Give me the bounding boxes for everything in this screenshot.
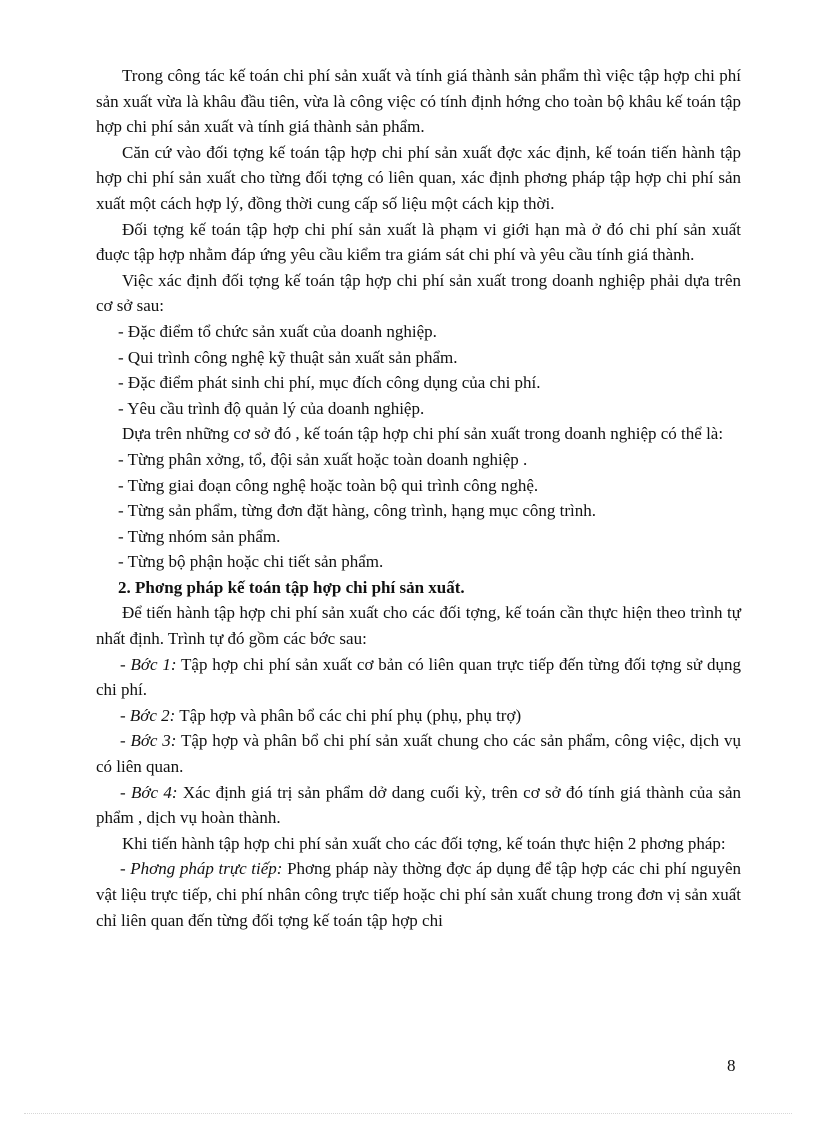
method-label: - Phơng pháp trực tiếp: <box>120 859 283 879</box>
section-heading: 2. Phơng pháp kế toán tập hợp chi phí sản xuất. <box>118 577 465 597</box>
bullet-item: - Từng phân xởng, tổ, đội sản xuất hoặc toàn doanh nghiệp . <box>118 449 528 469</box>
method-text: Phơng pháp này thờng đợc áp dụng để tập hợp các chi phí nguyên vật liệu trực tiếp, chi phí nhân công trực tiếp hoặc chi phí sản xuất chung trong đơn vị sản xuất chỉ liên quan đến từng đối tợng kế toán tập hợp chi <box>96 859 741 930</box>
step-text: Tập hợp chi phí sản xuất cơ bản có liên quan trực tiếp đến từng đối tợng sử dụng chi phí. <box>96 654 741 700</box>
step-label: - Bớc 3: <box>120 731 177 751</box>
step-text: Tập hợp và phân bổ các chi phí phụ (phụ, phụ trợ) <box>175 705 522 725</box>
step-item <box>96 652 741 703</box>
paragraph-intro: Trong công tác kế toán chi phí sản xuất và tính giá thành sản phẩm thì việc tập hợp chi phí sản xuất vừa là khâu đầu tiên, vừa là công việc có tính định hớng cho toàn bộ khâu kế toán tập hợp chi phí sản xuất và tính giá thành sản phẩm. <box>96 66 741 137</box>
step-item <box>96 703 741 729</box>
bullet-item: - Đặc điểm phát sinh chi phí, mục đích công dụng của chi phí. <box>118 373 541 393</box>
paragraph-procedure: Để tiến hành tập hợp chi phí sản xuất cho các đối tợng, kế toán cần thực hiện theo trình tự nhất định. Trình tự đó gồm các bớc sau: <box>96 603 741 649</box>
step-item <box>96 728 741 779</box>
page-divider <box>24 1113 792 1114</box>
step-text: Tập hợp và phân bổ chi phí sản xuất chung cho các sản phẩm, công việc, dịch vụ có liên quan. <box>96 731 741 777</box>
paragraph-definition: Đối tợng kế toán tập hợp chi phí sản xuất là phạm vi giới hạn mà ở đó chi phí sản xuất đuợc tập hợp nhằm đáp ứng yêu cầu kiểm tra giám sát chi phí và yêu cầu tính giá thành. <box>96 219 741 265</box>
bullet-item: - Từng nhóm sản phẩm. <box>118 526 281 546</box>
bullet-item: - Qui trình công nghệ kỹ thuật sản xuất sản phẩm. <box>118 347 458 367</box>
paragraph-basis: Việc xác định đối tợng kế toán tập hợp chi phí sản xuất trong doanh nghiệp phải dựa trên cơ sở sau: <box>96 270 741 316</box>
bullet-item: - Yêu cầu trình độ quản lý của doanh nghiệp. <box>118 398 425 418</box>
step-label: - Bớc 2: <box>120 705 176 725</box>
paragraph-objects: Dựa trên những cơ sở đó , kế toán tập hợp chi phí sản xuất trong doanh nghiệp có thể là: <box>122 424 724 444</box>
bullet-item: - Từng bộ phận hoặc chi tiết sản phẩm. <box>118 552 384 572</box>
step-label: - Bớc 4: <box>120 782 178 802</box>
bullet-item: - Từng giai đoạn công nghệ hoặc toàn bộ qui trình công nghệ. <box>118 475 539 495</box>
bullet-item: - Đặc điểm tổ chức sản xuất của doanh nghiệp. <box>118 321 437 341</box>
bullet-item: - Từng sản phẩm, từng đơn đặt hàng, công trình, hạng mục công trình. <box>118 501 596 521</box>
paragraph-methods: Khi tiến hành tập hợp chi phí sản xuất cho các đối tợng, kế toán thực hiện 2 phơng pháp: <box>122 833 726 853</box>
page-number: 8 <box>727 1056 736 1075</box>
method-item <box>96 856 741 933</box>
step-item <box>96 780 741 831</box>
step-label: - Bớc 1: <box>120 654 177 674</box>
step-text: Xác định giá trị sản phẩm dở dang cuối kỳ, trên cơ sở đó tính giá thành của sản phẩm , dịch vụ hoàn thành. <box>96 782 741 828</box>
document-page <box>96 63 741 933</box>
paragraph-cost-object: Căn cứ vào đối tợng kế toán tập hợp chi phí sản xuất đợc xác định, kế toán tiến hành tập hợp chi phí sản xuất cho từng đối tợng có liên quan, xác định phơng pháp tập hợp chi phí sản xuất một cách hợp lý, đồng thời cung cấp số liệu một cách kịp thời. <box>96 142 741 213</box>
